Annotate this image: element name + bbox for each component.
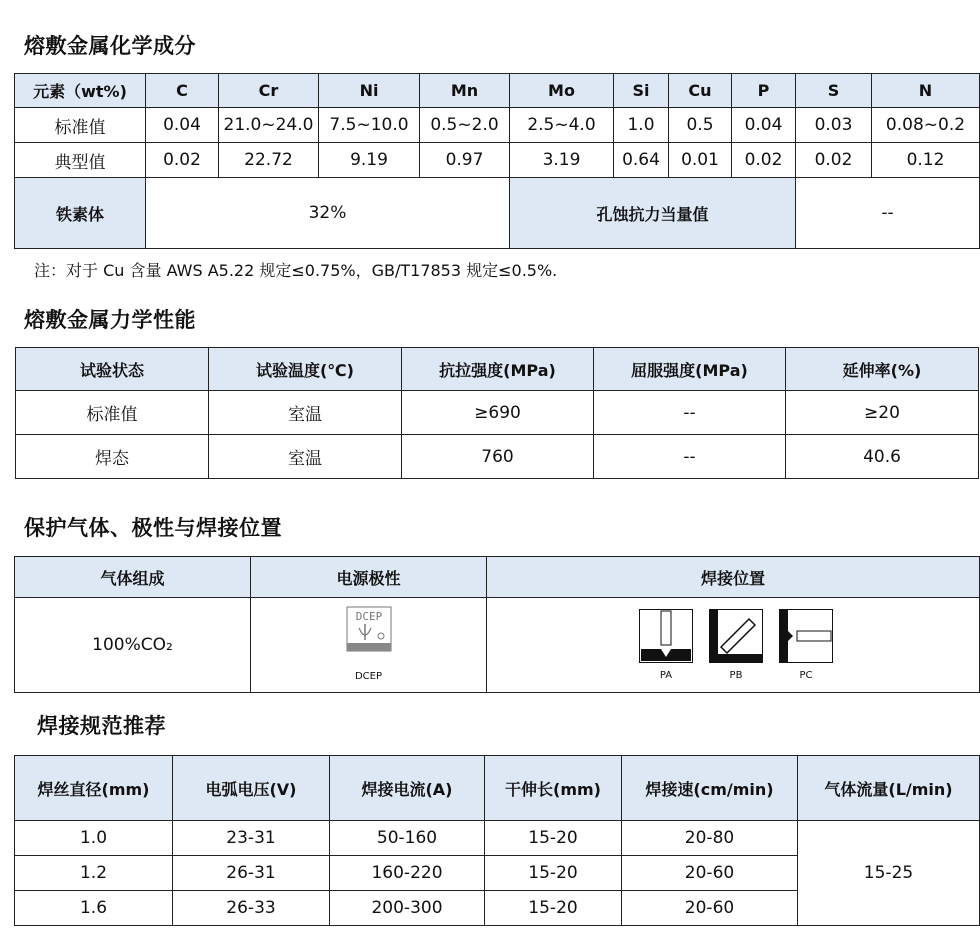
table-cell: 1.0 <box>614 108 669 143</box>
chem-header-cell: Mo <box>510 74 614 108</box>
positions-group <box>487 609 979 681</box>
spec-header-cell: 焊接速(cm/min) <box>622 756 798 821</box>
svg-text:DCEP: DCEP <box>355 610 382 623</box>
table-cell: 0.03 <box>796 108 872 143</box>
mech-header-cell: 试验温度(℃) <box>209 348 402 391</box>
table-cell: 0.12 <box>872 143 980 178</box>
table-row <box>15 108 980 143</box>
spec-table <box>14 755 980 926</box>
spec-header-cell: 干伸长(mm) <box>485 756 622 821</box>
position-pc <box>779 609 833 681</box>
polarity-cell <box>251 598 487 693</box>
table-cell: 焊态 <box>16 435 209 479</box>
table-cell: 15-20 <box>485 856 622 891</box>
dcep-icon <box>345 606 393 682</box>
chem-note: 注：对于 Cu 含量 AWS A5.22 规定≤0.75%，GB/T17853 规定≤0.5%. <box>34 261 558 280</box>
pren-value: -- <box>796 178 980 249</box>
spec-header-cell: 焊丝直径(mm) <box>15 756 173 821</box>
table-cell: 15-20 <box>485 821 622 856</box>
table-cell: 50-160 <box>330 821 485 856</box>
table-cell: 1.0 <box>15 821 173 856</box>
spec-header-cell: 电弧电压(V) <box>173 756 330 821</box>
flat-position-icon <box>639 609 693 663</box>
table-cell: 40.6 <box>786 435 979 479</box>
table-cell: 0.97 <box>420 143 510 178</box>
table-cell: 1.6 <box>15 891 173 926</box>
table-cell: 室温 <box>209 435 402 479</box>
chem-header-row <box>15 74 980 108</box>
chem-header-cell: Cu <box>669 74 732 108</box>
spec-header-row <box>15 756 980 821</box>
table-row <box>16 391 979 435</box>
table-cell: ≥20 <box>786 391 979 435</box>
table-cell: ≥690 <box>402 391 594 435</box>
chem-header-cell: Mn <box>420 74 510 108</box>
horizontal-position-icon <box>779 609 833 663</box>
mech-table <box>15 347 979 479</box>
table-cell: 0.04 <box>732 108 796 143</box>
gas-header-cell: 电源极性 <box>251 557 487 598</box>
table-cell: 200-300 <box>330 891 485 926</box>
mech-section-title: 熔敷金属力学性能 <box>24 308 196 332</box>
ferrite-row <box>15 178 980 249</box>
spec-section-title: 焊接规范推荐 <box>37 714 166 738</box>
position-pb <box>709 609 763 681</box>
table-cell: 160-220 <box>330 856 485 891</box>
table-cell: 21.0~24.0 <box>219 108 319 143</box>
position-label: PB <box>729 670 743 681</box>
table-cell: 7.5~10.0 <box>319 108 420 143</box>
ferrite-label: 铁素体 <box>15 178 146 249</box>
horizontal-fillet-icon <box>709 609 763 663</box>
table-cell: -- <box>594 391 786 435</box>
chem-header-cell: C <box>146 74 219 108</box>
gas-flow-cell: 15-25 <box>798 821 980 926</box>
table-row <box>15 598 980 693</box>
chem-header-cell: 元素（wt%) <box>15 74 146 108</box>
chem-header-cell: N <box>872 74 980 108</box>
row-label: 标准值 <box>15 108 146 143</box>
row-label: 典型值 <box>15 143 146 178</box>
table-cell: 2.5~4.0 <box>510 108 614 143</box>
gas-composition: 100%CO₂ <box>15 598 251 693</box>
table-cell: 760 <box>402 435 594 479</box>
mech-header-row <box>16 348 979 391</box>
table-cell: 26-33 <box>173 891 330 926</box>
pren-label: 孔蚀抗力当量值 <box>510 178 796 249</box>
table-row <box>15 143 980 178</box>
chem-header-cell: Cr <box>219 74 319 108</box>
table-cell: 室温 <box>209 391 402 435</box>
gas-header-cell: 焊接位置 <box>487 557 980 598</box>
table-cell: 0.02 <box>796 143 872 178</box>
chem-table <box>14 73 980 249</box>
mech-header-cell: 抗拉强度(MPa) <box>402 348 594 391</box>
table-cell: 0.02 <box>146 143 219 178</box>
mech-header-cell: 试验状态 <box>16 348 209 391</box>
chem-header-cell: P <box>732 74 796 108</box>
table-cell: 20-60 <box>622 856 798 891</box>
gas-table <box>14 556 980 693</box>
table-cell: 0.5~2.0 <box>420 108 510 143</box>
table-cell: 26-31 <box>173 856 330 891</box>
spec-header-cell: 气体流量(L/min) <box>798 756 980 821</box>
table-cell: 20-80 <box>622 821 798 856</box>
table-cell: 15-20 <box>485 891 622 926</box>
gas-header-cell: 气体组成 <box>15 557 251 598</box>
mech-header-cell: 屈服强度(MPa) <box>594 348 786 391</box>
table-row <box>15 821 980 856</box>
table-cell: 0.64 <box>614 143 669 178</box>
ferrite-value: 32% <box>146 178 510 249</box>
table-cell: 0.04 <box>146 108 219 143</box>
table-cell: 9.19 <box>319 143 420 178</box>
table-cell: 0.5 <box>669 108 732 143</box>
position-label: PC <box>799 670 813 681</box>
table-cell: 0.08~0.2 <box>872 108 980 143</box>
chem-header-cell: Si <box>614 74 669 108</box>
positions-cell <box>487 598 980 693</box>
spec-header-cell: 焊接电流(A) <box>330 756 485 821</box>
chem-section-title: 熔敷金属化学成分 <box>24 34 196 58</box>
chem-header-cell: S <box>796 74 872 108</box>
position-label: PA <box>659 670 673 681</box>
table-cell: 23-31 <box>173 821 330 856</box>
table-cell: 20-60 <box>622 891 798 926</box>
chem-header-cell: Ni <box>319 74 420 108</box>
gas-header-row <box>15 557 980 598</box>
table-cell: 0.01 <box>669 143 732 178</box>
table-cell: 1.2 <box>15 856 173 891</box>
polarity-label: DCEP <box>354 671 383 682</box>
table-cell: 3.19 <box>510 143 614 178</box>
gas-section-title: 保护气体、极性与焊接位置 <box>24 516 282 540</box>
table-cell: 0.02 <box>732 143 796 178</box>
table-row <box>16 435 979 479</box>
dcep-symbol-icon <box>345 606 393 664</box>
mech-header-cell: 延伸率(%) <box>786 348 979 391</box>
table-cell: 标准值 <box>16 391 209 435</box>
table-cell: 22.72 <box>219 143 319 178</box>
position-pa <box>639 609 693 681</box>
table-cell: -- <box>594 435 786 479</box>
